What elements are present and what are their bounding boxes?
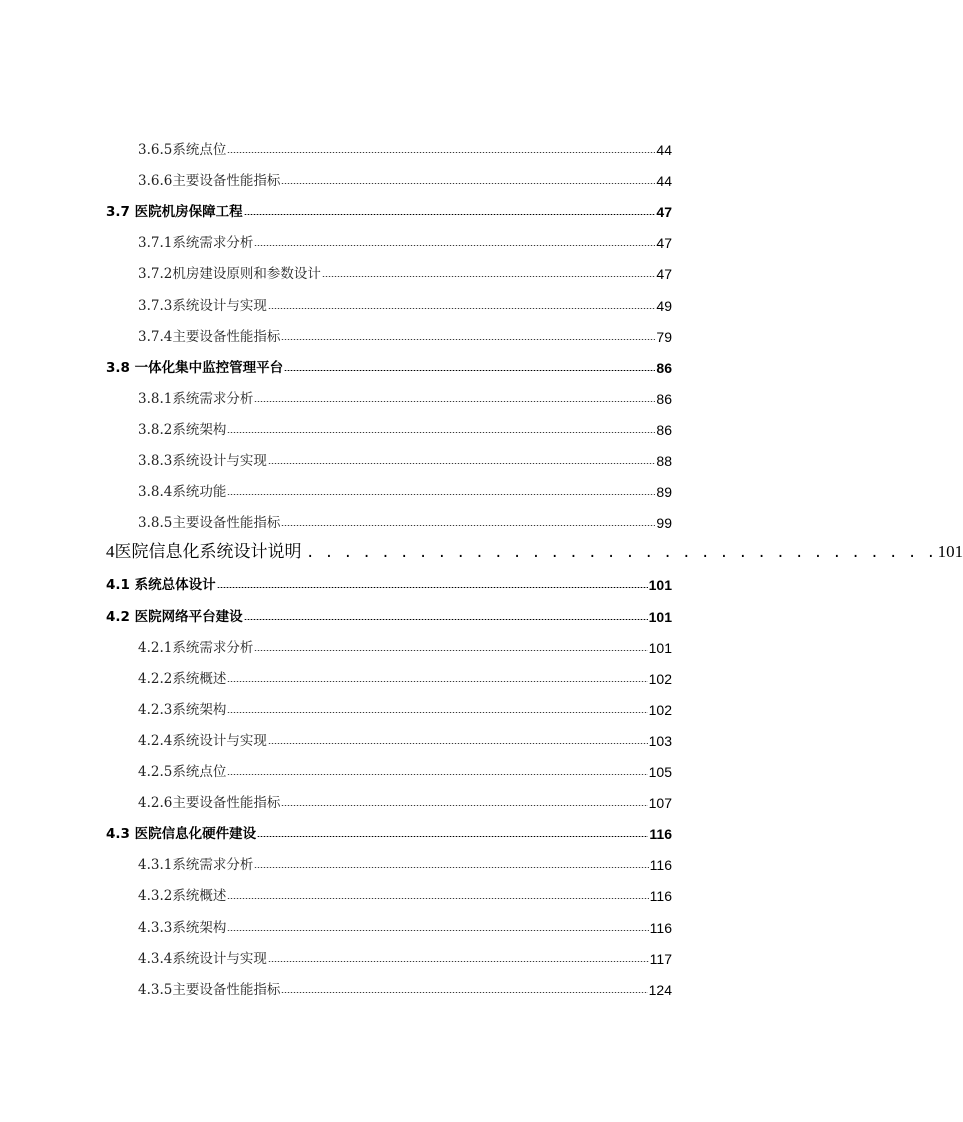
toc-dot-leader xyxy=(254,401,655,402)
toc-entry[interactable] xyxy=(0,136,672,158)
toc-page-number: 44 xyxy=(656,142,672,158)
toc-entry[interactable] xyxy=(0,571,672,593)
toc-entry-title: 3.7.2机房建设原则和参数设计 xyxy=(138,266,321,283)
toc-entry-title: 3.8.4系统功能 xyxy=(138,484,227,501)
toc-page-number: 47 xyxy=(656,235,672,252)
toc-entry-title: 4.2 医院网络平台建设 xyxy=(106,608,243,625)
toc-entry[interactable] xyxy=(0,292,672,314)
toc-entry-title: 4.3.2系统概述 xyxy=(138,888,227,905)
toc-dot-leader xyxy=(254,650,647,651)
toc-page-number: 102 xyxy=(648,701,672,718)
toc-page-number: 107 xyxy=(648,795,672,812)
toc-page-number: 124 xyxy=(648,981,672,998)
toc-entry[interactable] xyxy=(0,727,672,749)
toc-dot-leader: . . . . . . . . . . . . . . . . . . . . . . . . . . . . . . . . . . xyxy=(307,542,938,563)
toc-entry[interactable] xyxy=(0,603,672,625)
toc-entry[interactable] xyxy=(0,696,672,718)
toc-dot-leader xyxy=(254,867,648,868)
toc-chapter-number: 4 xyxy=(106,542,115,562)
toc-entry-title: 4.3 医院信息化硬件建设 xyxy=(106,826,257,843)
toc-entry[interactable] xyxy=(0,945,672,967)
toc-entry-title: 3.7.3系统设计与实现 xyxy=(138,297,267,314)
toc-entry-title: 4.2.6主要设备性能指标 xyxy=(138,795,281,812)
toc-dot-leader xyxy=(268,961,649,962)
toc-dot-leader xyxy=(244,619,648,620)
toc-page-number: 86 xyxy=(656,421,672,438)
toc-dot-leader xyxy=(281,992,647,993)
toc-entry[interactable] xyxy=(0,758,672,780)
toc-entry-title: 3.6.5系统点位 xyxy=(138,142,227,158)
toc-page-number: 86 xyxy=(656,359,672,376)
toc-entry-title: 医院信息化系统设计说明 xyxy=(114,542,302,563)
toc-entry[interactable] xyxy=(0,882,672,904)
toc-entry[interactable] xyxy=(0,354,672,376)
toc-entry[interactable] xyxy=(0,509,672,531)
toc-entry-title: 4.1 系统总体设计 xyxy=(106,577,216,594)
toc-dot-leader xyxy=(227,774,647,775)
toc-page-number: 117 xyxy=(649,950,672,967)
toc-entry-title: 4.2.1系统需求分析 xyxy=(138,639,254,656)
toc-dot-leader xyxy=(281,525,655,526)
toc-entry-title: 3.7 医院机房保障工程 xyxy=(106,204,243,221)
toc-entry-title: 4.3.1系统需求分析 xyxy=(138,857,254,874)
toc-page-number: 116 xyxy=(649,888,672,905)
toc-dot-leader xyxy=(268,308,656,309)
toc-dot-leader xyxy=(322,276,656,277)
toc-entry-title: 4.2.4系统设计与实现 xyxy=(138,732,267,749)
toc-page-number: 88 xyxy=(656,453,672,469)
toc-entry-title: 3.8 一体化集中监控管理平台 xyxy=(106,359,284,376)
toc-page-number: 89 xyxy=(656,484,672,501)
toc-dot-leader xyxy=(227,681,647,682)
toc-entry[interactable] xyxy=(0,976,672,998)
toc-entry[interactable] xyxy=(0,416,672,438)
toc-dot-leader xyxy=(227,494,655,495)
toc-page-number: 44 xyxy=(656,173,672,190)
toc-page-number: 47 xyxy=(656,204,672,221)
toc-page-number: 101 xyxy=(648,639,672,656)
toc-entry-title: 3.7.1系统需求分析 xyxy=(138,235,254,252)
toc-entry[interactable] xyxy=(0,260,672,282)
toc-dot-leader xyxy=(227,152,655,153)
toc-entry[interactable] xyxy=(0,198,672,220)
toc-entry[interactable] xyxy=(0,536,963,563)
toc-page-number: 116 xyxy=(649,919,672,936)
toc-entry[interactable] xyxy=(0,229,672,251)
toc-dot-leader xyxy=(281,805,647,806)
toc-dot-leader xyxy=(227,898,648,899)
toc-page-number: 47 xyxy=(656,266,672,283)
toc-page-number: 101 xyxy=(648,608,672,625)
toc-entry[interactable] xyxy=(0,447,672,469)
toc-entry[interactable] xyxy=(0,478,672,500)
toc-dot-leader xyxy=(257,836,648,837)
toc-page-number: 102 xyxy=(648,670,672,687)
toc-entry[interactable] xyxy=(0,167,672,189)
toc-entry[interactable] xyxy=(0,323,672,345)
toc-dot-leader xyxy=(217,587,648,588)
toc-dot-leader xyxy=(254,245,655,246)
toc-entry-title: 4.2.3系统架构 xyxy=(138,701,227,718)
toc-entry[interactable] xyxy=(0,634,672,656)
toc-entry-title: 4.3.4系统设计与实现 xyxy=(138,950,267,967)
toc-entry-title: 3.7.4主要设备性能指标 xyxy=(138,328,281,345)
toc-page-number: 101 xyxy=(937,542,963,562)
toc-dot-leader xyxy=(268,463,656,464)
toc-entry[interactable] xyxy=(0,914,672,936)
toc-page-number: 79 xyxy=(656,328,672,345)
toc-entry-title: 3.8.5主要设备性能指标 xyxy=(138,515,281,532)
toc-dot-leader xyxy=(281,183,655,184)
toc-entry-title: 3.6.6主要设备性能指标 xyxy=(138,173,281,190)
toc-page-number: 103 xyxy=(648,732,672,749)
toc-page-number: 101 xyxy=(648,577,672,594)
toc-entry-title: 4.2.5系统点位 xyxy=(138,764,227,780)
toc-entry[interactable] xyxy=(0,385,672,407)
toc-dot-leader xyxy=(227,930,648,931)
toc-page-number: 99 xyxy=(656,515,672,532)
toc-dot-leader xyxy=(227,432,655,433)
toc-page-number: 105 xyxy=(648,764,672,780)
toc-page-number: 86 xyxy=(656,390,672,407)
toc-entry-title: 4.3.5主要设备性能指标 xyxy=(138,981,281,998)
toc-dot-leader xyxy=(281,339,655,340)
toc-dot-leader xyxy=(284,370,655,371)
toc-dot-leader xyxy=(268,743,648,744)
toc-entry[interactable] xyxy=(0,665,672,687)
toc-page-number: 116 xyxy=(649,857,672,874)
toc-page-number: 49 xyxy=(656,297,672,314)
toc-page-number: 116 xyxy=(649,826,672,843)
toc-entry[interactable] xyxy=(0,820,672,842)
toc-entry[interactable] xyxy=(0,789,672,811)
toc-dot-leader xyxy=(244,214,656,215)
toc-entry-title: 3.8.2系统架构 xyxy=(138,421,227,438)
toc-entry-title: 4.3.3系统架构 xyxy=(138,919,227,936)
toc-entry-title: 4.2.2系统概述 xyxy=(138,670,227,687)
toc-dot-leader xyxy=(227,712,647,713)
toc-entry-title: 3.8.3系统设计与实现 xyxy=(138,453,267,469)
toc-entry-title: 3.8.1系统需求分析 xyxy=(138,390,254,407)
toc-entry[interactable] xyxy=(0,851,672,873)
